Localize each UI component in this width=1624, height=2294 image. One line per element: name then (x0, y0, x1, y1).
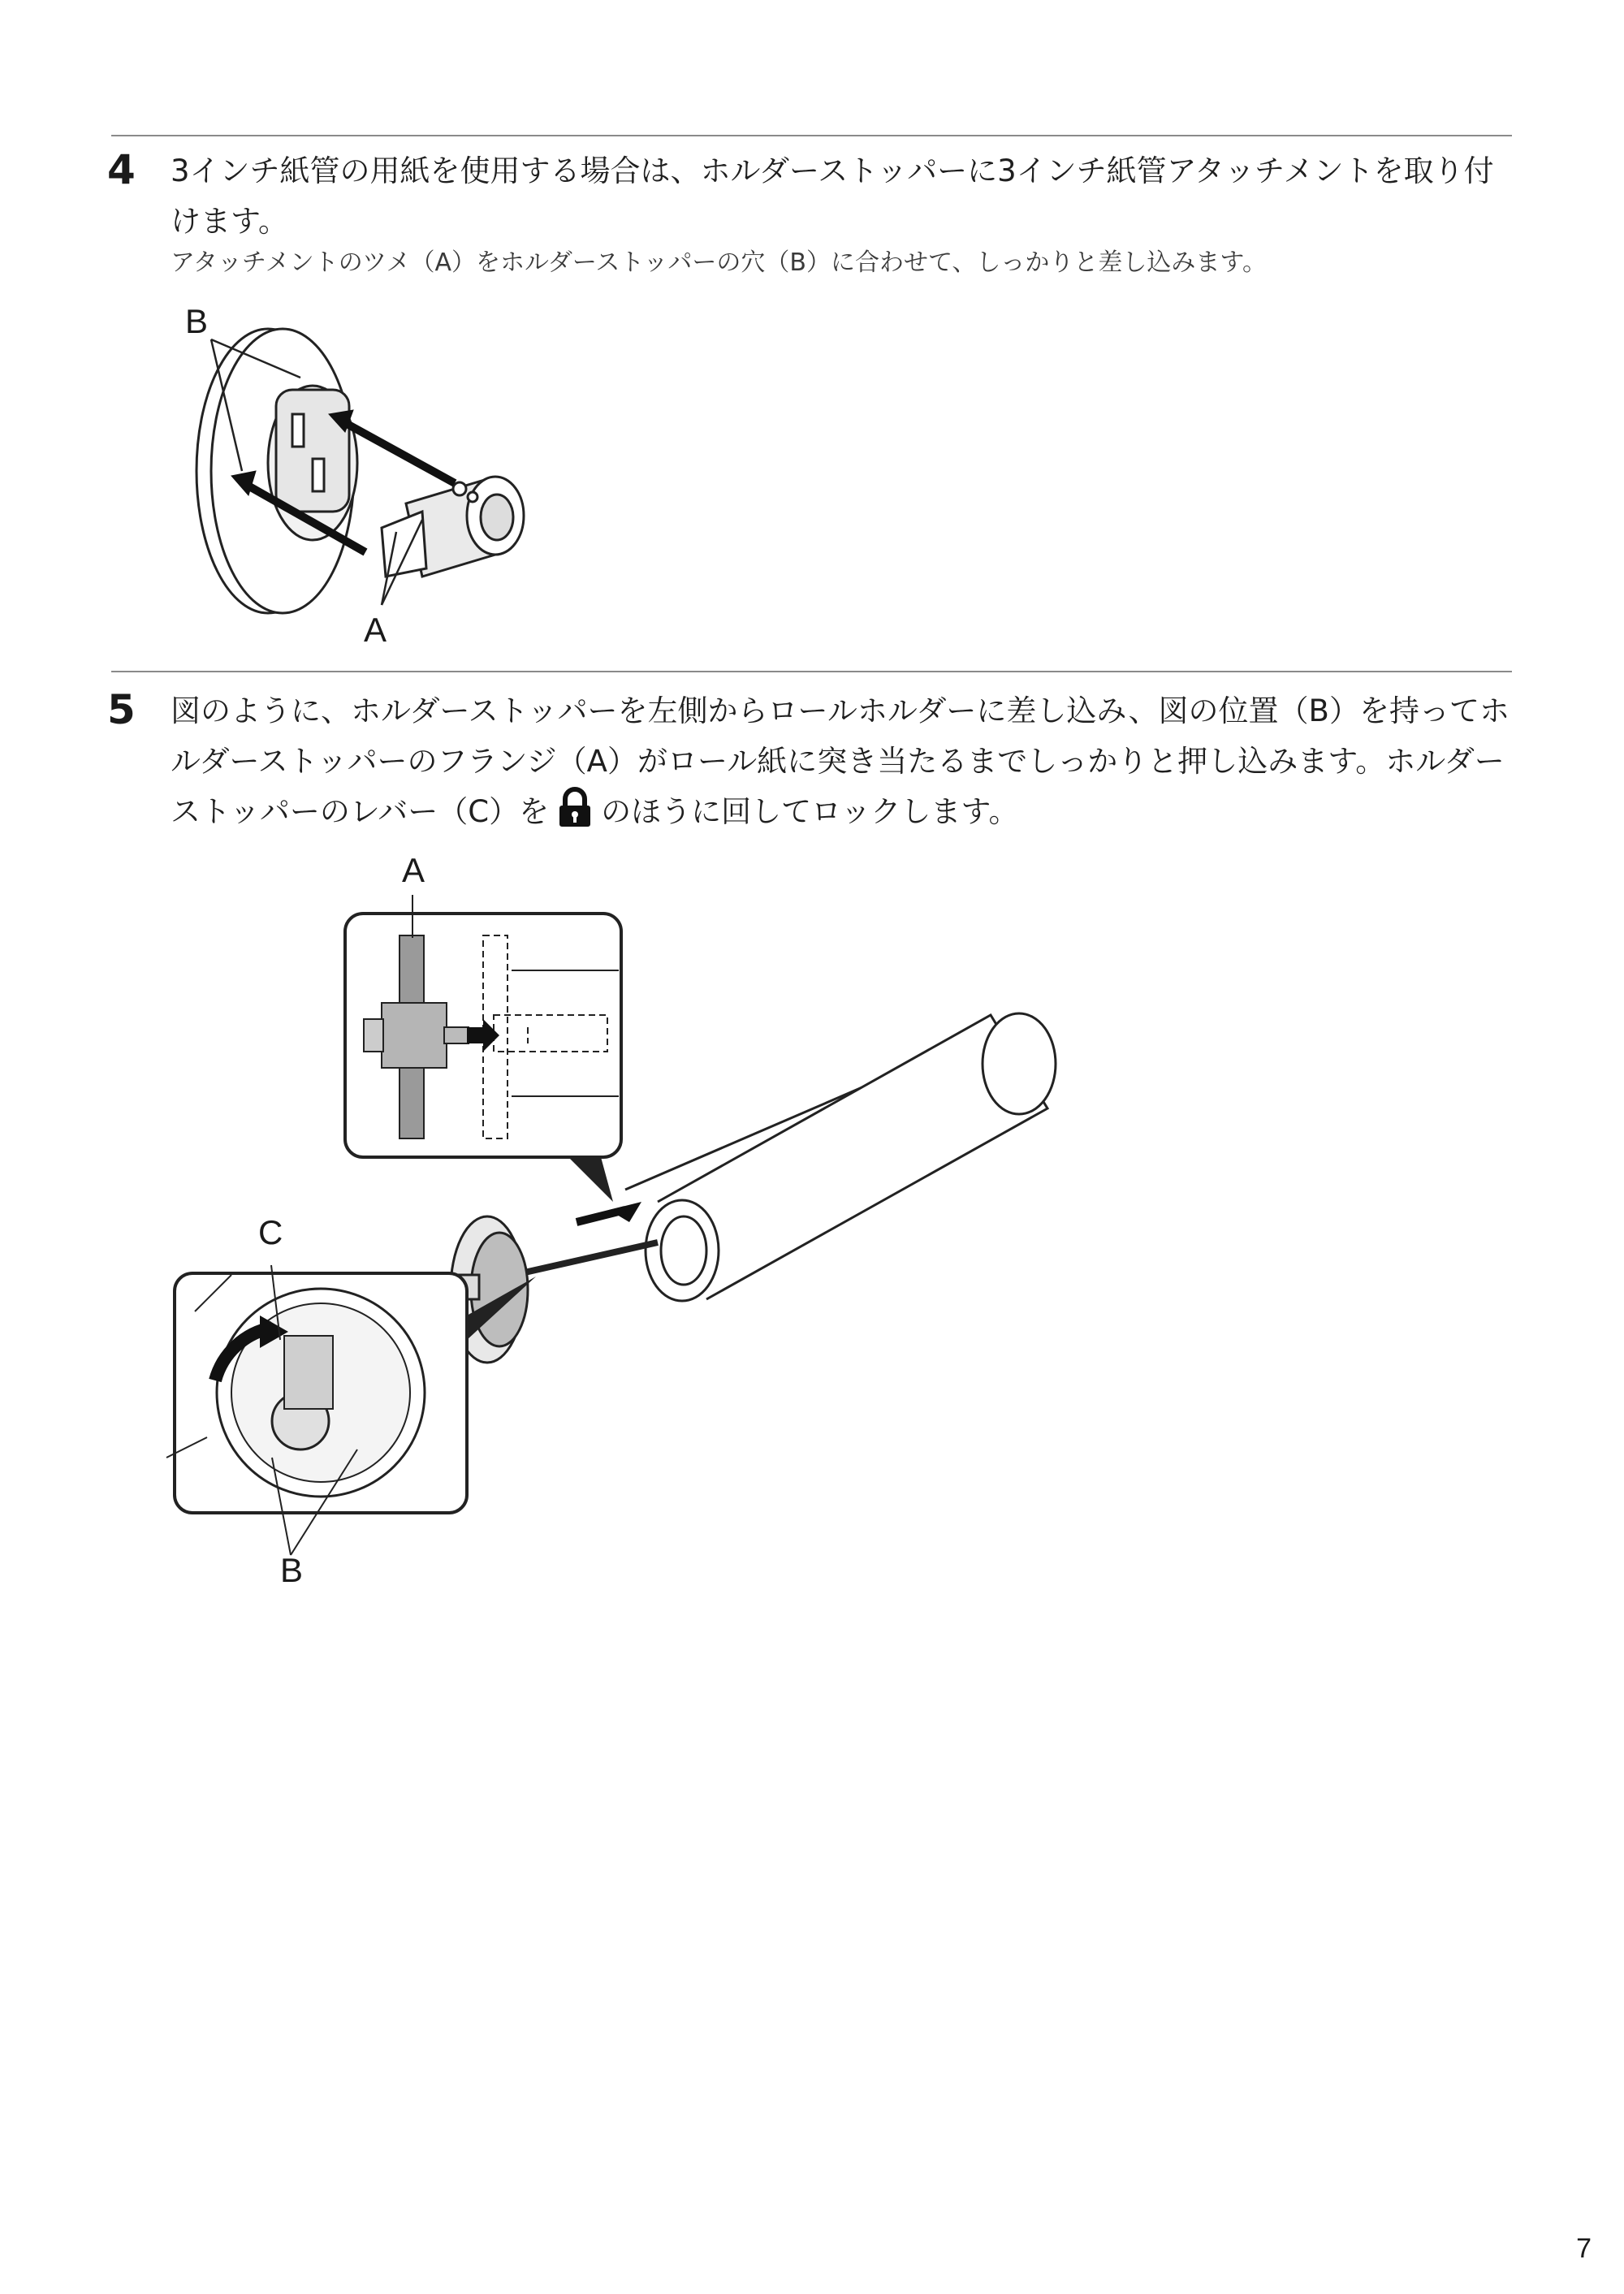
figure-label-b: B (280, 1551, 304, 1589)
step-detail: アタッチメントのツメ（A）をホルダーストッパーの穴（B）に合わせて、しっかりと差し込みます。 (171, 248, 1268, 277)
step-number: 5 (107, 686, 136, 733)
figure-label-b: B (185, 302, 209, 340)
figure-label-a: A (364, 611, 387, 649)
section-divider-middle (111, 671, 1512, 672)
inset-flange-detail (345, 895, 621, 1202)
inset-lever-detail (166, 1265, 536, 1555)
section-divider-top (111, 135, 1512, 136)
step-instruction (171, 686, 1518, 837)
roll-holder-figure (171, 861, 1129, 1527)
instruction-text-before: 図のように、ホルダーストッパーを左側からロールホルダーに差し込み、図の位置（B）を持ってホルダーストッパーのフランジ（A）がロール紙に突き当たるまでしっかりと押し込みます。ホルダーストッパーのレバー（C）を (171, 693, 1510, 829)
step-number: 4 (107, 146, 136, 193)
instruction-text-after: のほうに回してロックします。 (601, 794, 1019, 829)
lock-icon (557, 788, 593, 827)
step-instruction: 3インチ紙管の用紙を使用する場合は、ホルダーストッパーに3インチ紙管アタッチメントを取り付けます。 (171, 153, 1494, 239)
figure-label-c: C (258, 1213, 283, 1251)
page-number: 7 (1576, 2233, 1592, 2264)
attachment-figure (179, 309, 552, 658)
figure-label-a: A (402, 851, 425, 889)
